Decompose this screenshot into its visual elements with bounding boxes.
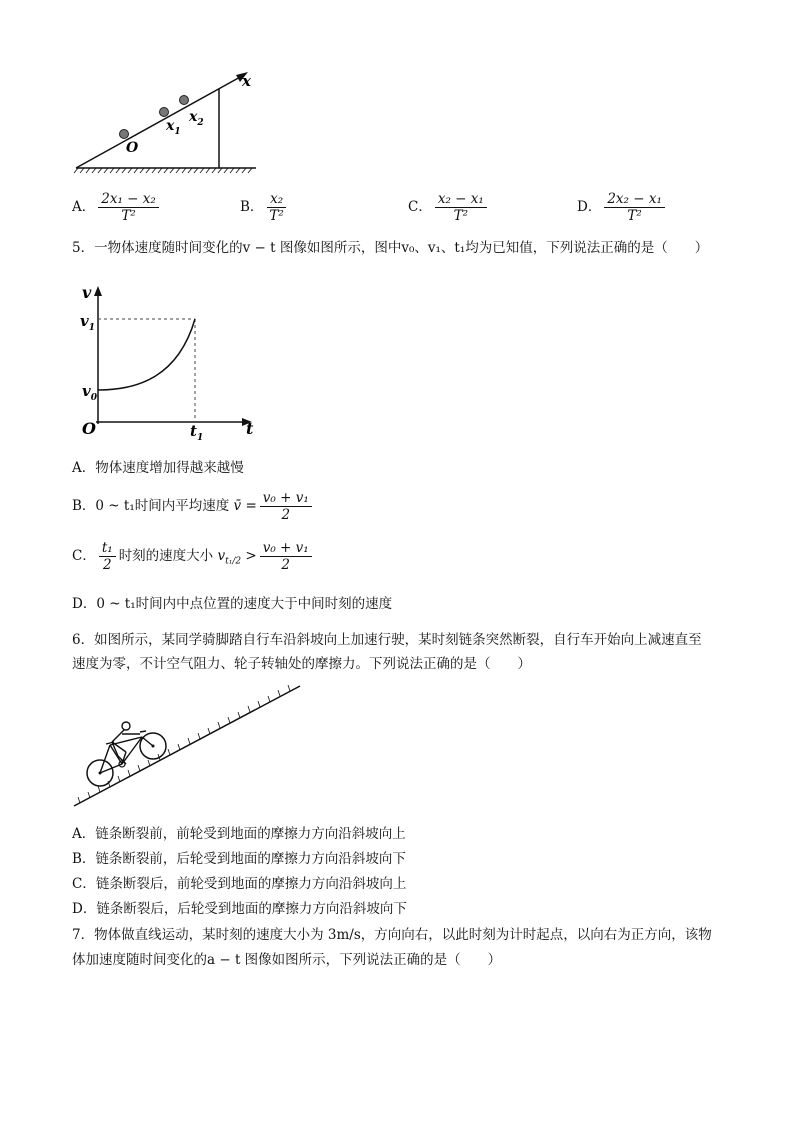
q4-option-a[interactable]: A． $\frac{\text{2x₁ − x₂}}{\text{T²}}$ xyxy=(72,191,162,224)
ball-x2 xyxy=(180,96,189,105)
ball-x1 xyxy=(160,108,169,117)
label-x1: $x_1$ xyxy=(166,118,181,137)
q5-option-d[interactable]: D．0 ~ t₁时间内中点位置的速度大于中间时刻的速度 xyxy=(72,596,393,612)
q4-option-b[interactable]: B． $\frac{\text{x₂}}{\text{T²}}$ xyxy=(240,191,290,224)
ball-o xyxy=(120,130,129,139)
q6-stem-line2: 速度为零，不计空气阻力、轮子转轴处的摩擦力。下列说法正确的是（ ） xyxy=(72,656,531,672)
q5-stem: 5．一物体速度随时间变化的v − t 图像如图所示，图中v₀、v₁、t₁均为已知值，下列说法正确的是（ ） xyxy=(72,240,709,256)
q5-option-b[interactable]: B．0 ~ t₁时间内平均速度 v̄ = $\frac{\text{v₀ + v₁}}{2}$ xyxy=(72,490,315,523)
q6-option-d[interactable]: D．链条断裂后，后轮受到地面的摩擦力方向沿斜坡向下 xyxy=(72,901,407,917)
label-o: O xyxy=(126,140,139,156)
v-axis-arrow xyxy=(94,286,102,296)
label-t1: $t_1$ xyxy=(190,422,204,442)
axis-label-x: x xyxy=(242,72,251,90)
incline-line xyxy=(76,76,242,168)
q4-option-d[interactable]: D． $\frac{\text{2x₂ − x₁}}{\text{T²}}$ xyxy=(577,191,668,224)
origin-label: O xyxy=(82,419,96,438)
q5-option-a[interactable]: A．物体速度增加得越来越慢 xyxy=(72,460,244,476)
q6-option-a[interactable]: A．链条断裂前，前轮受到地面的摩擦力方向沿斜坡向上 xyxy=(72,826,406,842)
label-x2: $x_2$ xyxy=(189,109,204,128)
velocity-curve xyxy=(98,319,195,390)
q7-stem-line1: 7．物体做直线运动，某时刻的速度大小为 3m/s，方向向右，以此时刻为计时起点，以向右为正方向，该物 xyxy=(72,927,712,943)
axis-label-v: v xyxy=(82,283,92,302)
q6-option-c[interactable]: C．链条断裂后，前轮受到地面的摩擦力方向沿斜坡向上 xyxy=(72,876,407,892)
q4-option-c[interactable]: C． $\frac{\text{x₂ − x₁}}{\text{T²}}$ xyxy=(408,191,490,224)
q6-option-b[interactable]: B．链条断裂前，后轮受到地面的摩擦力方向沿斜坡向下 xyxy=(72,851,406,867)
q6-stem-line1: 6．如图所示，某同学骑脚踏自行车沿斜坡向上加速行驶，某时刻链条突然断裂，自行车开始向上减速直至 xyxy=(72,632,702,648)
vt-graph xyxy=(78,282,258,442)
axis-label-t: t xyxy=(246,419,254,438)
q7-stem-line2: 体加速度随时间变化的a − t 图像如图所示，下列说法正确的是（ ） xyxy=(72,952,502,968)
slope-hatch xyxy=(78,685,290,803)
q5-option-c[interactable]: C． $\frac{\text{t₁}}{2}$ 时刻的速度大小 $v_{t_1/2}$ > $\frac{\text{v₀ + v₁}}{2}$ xyxy=(72,540,315,573)
incline-figure xyxy=(70,62,270,177)
slope-line xyxy=(74,686,300,806)
bike-frame xyxy=(100,731,153,773)
label-v1: $v_1$ xyxy=(80,312,95,333)
label-v0: $v_0$ xyxy=(82,382,97,403)
bicycle-slope-figure xyxy=(70,682,310,812)
